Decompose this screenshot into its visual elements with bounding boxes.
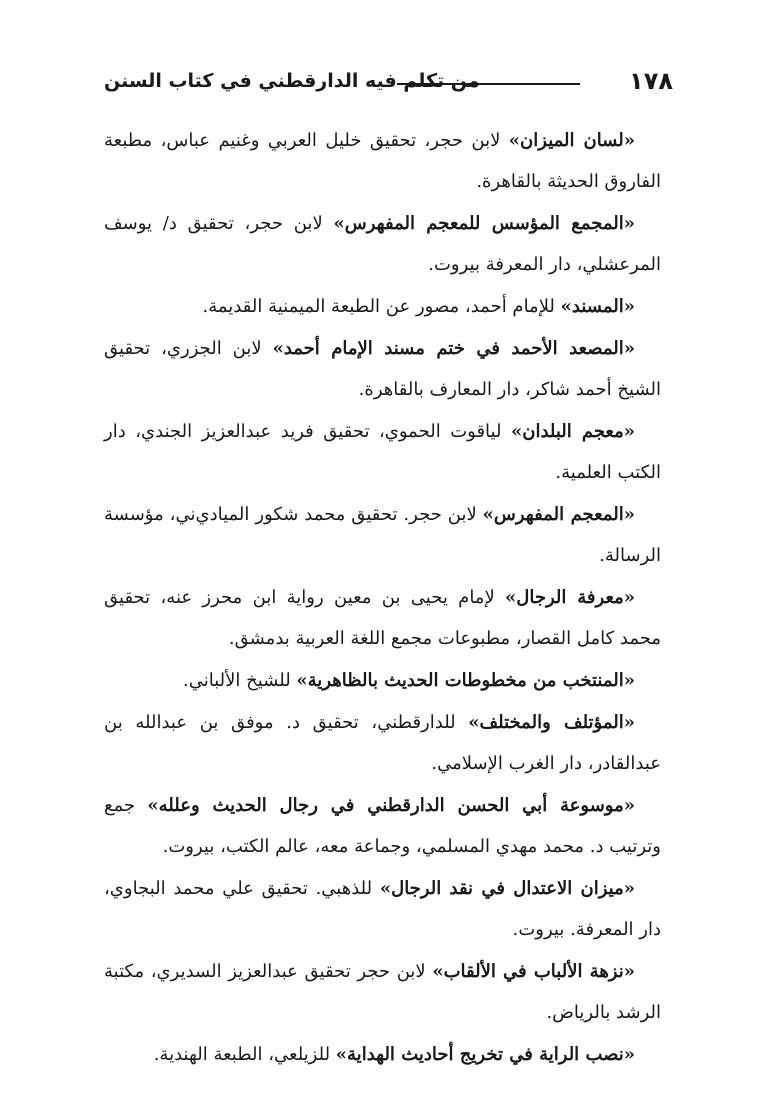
entry-details: للشيخ الألباني. (183, 670, 297, 691)
bibliography-entry (104, 203, 661, 285)
entry-details: جمع وترتيب د. محمد مهدي المسلمي، وجماعة معه، عالم الكتب، بيروت. (104, 795, 661, 857)
bibliography-entry (104, 328, 661, 410)
bibliography-entry (104, 951, 661, 1033)
bibliography-entry (104, 411, 661, 493)
bibliography-entry (104, 577, 661, 659)
entry-details: للذهبي. تحقيق علي محمد البجاوي، دار المعرفة. بيروت. (104, 878, 661, 940)
entry-details: للدارقطني، تحقيق د. موفق بن عبدالله بن عبدالقادر، دار الغرب الإسلامي. (104, 712, 661, 774)
entry-title: «المصعد الأحمد في ختم مسند الإمام أحمد» (272, 338, 635, 359)
bibliography-entry (104, 286, 661, 327)
bibliography-entry (104, 702, 661, 784)
running-title: من تكلم فيه الدارقطني في كتاب السنن (104, 70, 480, 92)
page-header (104, 66, 673, 96)
page-number: ١٧٨ (629, 67, 673, 95)
bibliography-entry (104, 868, 661, 950)
entry-details: لابن حجر تحقيق عبدالعزيز السديري، مكتبة الرشد بالرياض. (104, 961, 661, 1023)
entry-details: للزيلعي، الطبعة الهندية. (153, 1044, 336, 1065)
entry-details: لابن الجزري، تحقيق الشيخ أحمد شاكر، دار المعارف بالقاهرة. (104, 338, 661, 400)
entry-title: «نصب الراية في تخريج أحاديث الهداية» (335, 1044, 635, 1065)
entry-details: للإمام أحمد، مصور عن الطبعة الميمنية القديمة. (202, 296, 561, 317)
entry-title: «معرفة الرجال» (505, 587, 636, 608)
entry-details: لابن حجر. تحقيق محمد شكور الميادي‌ني، مؤسسة الرسالة. (104, 504, 661, 566)
entry-details: لياقوت الحموي، تحقيق فريد عبدالعزيز الجندي، دار الكتب العلمية. (104, 421, 661, 483)
entry-details: لابن حجر، تحقيق خليل العربي وغنيم عباس، مطبعة الفاروق الحديثة بالقاهرة. (104, 130, 661, 192)
entry-title: «المسند» (560, 296, 635, 317)
bibliography-entry (104, 785, 661, 867)
entry-title: «المعجم المفهرس» (482, 504, 636, 525)
bibliography-entry (104, 660, 661, 701)
entry-title: «المنتخب من مخطوطات الحديث بالظاهرية» (296, 670, 635, 691)
entry-title: «المجمع المؤسس للمعجم المفهرس» (333, 213, 635, 234)
entry-details: لإمام يحيى بن معين رواية ابن محرز عنه، تحقيق محمد كامل القصار، مطبوعات مجمع اللغة العربية بدمشق. (104, 587, 661, 649)
entry-title: «نزهة الألباب في الألقاب» (432, 961, 635, 982)
entry-title: «لسان الميزان» (508, 130, 635, 151)
bibliography-entry (104, 120, 661, 202)
bibliography-entry (104, 1034, 661, 1075)
entry-details: لابن حجر، تحقيق د/ يوسف المرعشلي، دار المعرفة بيروت. (104, 213, 661, 275)
entry-title: «معجم البلدان» (510, 421, 636, 442)
entry-title: «موسوعة أبي الحسن الدارقطني في رجال الحديث وعلله» (147, 795, 635, 816)
entry-title: «المؤتلف والمختلف» (468, 712, 635, 733)
bibliography-entry (104, 494, 661, 576)
entry-title: «ميزان الاعتدال في نقد الرجال» (379, 878, 635, 899)
bibliography-list (104, 120, 661, 1076)
